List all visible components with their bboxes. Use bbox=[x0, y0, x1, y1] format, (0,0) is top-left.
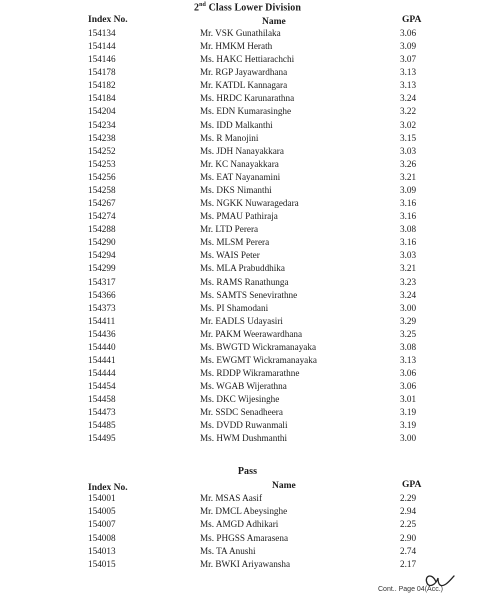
name-cell: Ms. WAIS Peter bbox=[200, 250, 260, 261]
index-cell: 154178 bbox=[88, 67, 116, 78]
index-cell: 154252 bbox=[88, 145, 116, 156]
table-row bbox=[0, 419, 495, 432]
gpa-cell: 3.06 bbox=[400, 368, 417, 379]
gpa-cell: 3.09 bbox=[400, 41, 417, 52]
name-cell: Mr. MSAS Aasif bbox=[200, 493, 263, 503]
name-cell: Ms. HWM Dushmanthi bbox=[200, 433, 288, 444]
gpa-cell: 3.07 bbox=[400, 54, 417, 65]
index-cell: 154005 bbox=[88, 506, 116, 517]
index-cell: 154253 bbox=[88, 158, 116, 169]
gpa-cell: 3.08 bbox=[400, 224, 417, 235]
gpa-cell: 3.00 bbox=[400, 302, 417, 313]
name-cell: Mr. KATDL Kannagara bbox=[200, 80, 288, 91]
table-row bbox=[0, 406, 495, 419]
name-cell: Ms. NGKK Nuwaragedara bbox=[200, 198, 299, 209]
table-row bbox=[0, 289, 495, 302]
gpa-cell: 3.03 bbox=[400, 145, 417, 156]
gpa-cell: 3.25 bbox=[400, 328, 417, 339]
index-cell: 154267 bbox=[88, 198, 116, 209]
gpa-cell: 3.21 bbox=[400, 171, 417, 182]
name-cell: Ms. EAT Nayanamini bbox=[200, 171, 281, 182]
index-cell: 154256 bbox=[88, 171, 116, 182]
index-cell: 154290 bbox=[88, 237, 116, 248]
name-cell: Mr. HMKM Herath bbox=[200, 41, 273, 52]
index-cell: 154238 bbox=[88, 132, 116, 143]
index-cell: 154440 bbox=[88, 341, 116, 352]
name-cell: Ms. HAKC Hettiarachchi bbox=[200, 54, 295, 65]
name-cell: Ms. PMAU Pathiraja bbox=[200, 211, 278, 222]
table-row bbox=[0, 354, 495, 367]
index-cell: 154485 bbox=[88, 420, 116, 431]
name-cell: Ms. AMGD Adhikari bbox=[200, 519, 279, 530]
gpa-cell: 3.06 bbox=[400, 28, 417, 38]
name-cell: Mr. LTD Perera bbox=[200, 224, 259, 235]
index-cell: 154366 bbox=[88, 289, 116, 300]
header-gpa-pass: GPA bbox=[402, 480, 422, 490]
name-cell: Ms. PI Shamodani bbox=[200, 302, 269, 313]
name-cell: Ms. SAMTS Senevirathne bbox=[200, 289, 298, 300]
index-cell: 154294 bbox=[88, 250, 116, 261]
name-cell: Ms. TA Anushi bbox=[200, 545, 256, 556]
header-name: Name bbox=[262, 17, 286, 27]
table-row bbox=[0, 92, 495, 105]
gpa-cell: 3.13 bbox=[400, 67, 417, 78]
table-row bbox=[0, 328, 495, 341]
index-cell: 154008 bbox=[88, 532, 116, 543]
index-cell: 154444 bbox=[88, 368, 116, 379]
gpa-cell: 3.19 bbox=[400, 407, 417, 418]
index-cell: 154015 bbox=[88, 559, 116, 569]
gpa-cell: 3.19 bbox=[400, 420, 417, 431]
index-cell: 154411 bbox=[88, 315, 116, 326]
table-row bbox=[0, 105, 495, 118]
table-row bbox=[0, 545, 495, 558]
gpa-cell: 3.03 bbox=[400, 250, 417, 261]
gpa-cell: 3.16 bbox=[400, 198, 417, 209]
name-cell: Ms. BWGTD Wickramanayaka bbox=[200, 341, 317, 352]
gpa-cell: 3.01 bbox=[400, 394, 417, 405]
table-row bbox=[0, 315, 495, 328]
index-cell: 154013 bbox=[88, 545, 116, 556]
index-cell: 154146 bbox=[88, 54, 116, 65]
gpa-cell: 3.09 bbox=[400, 184, 417, 195]
gpa-cell: 3.16 bbox=[400, 211, 417, 222]
header-gpa: GPA bbox=[402, 15, 422, 25]
index-cell: 154144 bbox=[88, 41, 116, 52]
table-row bbox=[0, 132, 495, 145]
table-row bbox=[0, 79, 495, 92]
name-cell: Ms. DKS Nimanthi bbox=[200, 184, 272, 195]
index-cell: 154436 bbox=[88, 328, 116, 339]
name-cell: Ms. WGAB Wijerathna bbox=[200, 381, 287, 392]
header-name-pass: Name bbox=[272, 481, 296, 491]
header-index-no: Index No. bbox=[88, 15, 128, 25]
name-cell: Mr. BWKI Ariyawansha bbox=[200, 559, 291, 569]
name-cell: Ms. JDH Nanayakkara bbox=[200, 145, 284, 156]
gpa-cell: 3.15 bbox=[400, 132, 417, 143]
index-cell: 154473 bbox=[88, 407, 116, 418]
index-cell: 154134 bbox=[88, 28, 116, 38]
index-cell: 154182 bbox=[88, 80, 116, 91]
name-cell: Ms. PHGSS Amarasena bbox=[200, 532, 289, 543]
name-cell: Ms. HRDC Karunarathna bbox=[200, 93, 295, 104]
index-cell: 154204 bbox=[88, 106, 116, 117]
name-cell: Ms. IDD Malkanthi bbox=[200, 119, 273, 130]
table-row bbox=[0, 367, 495, 380]
table-row bbox=[0, 145, 495, 158]
table-row bbox=[0, 171, 495, 184]
gpa-cell: 3.13 bbox=[400, 355, 417, 365]
table-row bbox=[0, 158, 495, 171]
table-row bbox=[0, 119, 495, 132]
gpa-cell: 3.29 bbox=[400, 315, 417, 326]
table-row bbox=[0, 197, 495, 210]
gpa-cell: 3.16 bbox=[400, 237, 417, 248]
gpa-cell: 3.21 bbox=[400, 263, 417, 274]
name-cell: Ms. MLSM Perera bbox=[200, 237, 270, 248]
index-cell: 154454 bbox=[88, 381, 116, 392]
page-footer-note: Cont.. Page 04(Acc.) bbox=[378, 586, 443, 593]
gpa-cell: 2.25 bbox=[400, 519, 417, 530]
index-cell: 154299 bbox=[88, 263, 116, 274]
section-title-lower-division: 2nd Class Lower Division bbox=[194, 2, 301, 14]
table-row bbox=[0, 249, 495, 262]
table-row bbox=[0, 66, 495, 79]
table-row bbox=[0, 236, 495, 249]
table-row bbox=[0, 393, 495, 406]
index-cell: 154441 bbox=[88, 355, 116, 365]
name-cell: Mr. VSK Gunathilaka bbox=[200, 28, 281, 38]
gpa-cell: 3.13 bbox=[400, 80, 417, 91]
index-cell: 154184 bbox=[88, 93, 116, 104]
name-cell: Ms. RDDP Wikramarathne bbox=[200, 368, 300, 379]
name-cell: Mr. DMCL Abeysinghe bbox=[200, 506, 288, 517]
table-row bbox=[0, 492, 495, 505]
index-cell: 154373 bbox=[88, 302, 116, 313]
table-row bbox=[0, 380, 495, 393]
gpa-cell: 3.00 bbox=[400, 433, 417, 444]
index-cell: 154274 bbox=[88, 211, 116, 222]
table-row bbox=[0, 432, 495, 445]
gpa-cell: 3.02 bbox=[400, 119, 417, 130]
table-row bbox=[0, 210, 495, 223]
gpa-cell: 2.17 bbox=[400, 559, 417, 569]
table-row bbox=[0, 532, 495, 545]
gpa-cell: 2.94 bbox=[400, 506, 417, 517]
name-cell: Ms. EDN Kumarasinghe bbox=[200, 106, 292, 117]
table-row bbox=[0, 40, 495, 53]
gpa-cell: 3.06 bbox=[400, 381, 417, 392]
name-cell: Ms. EWGMT Wickramanayaka bbox=[200, 355, 317, 365]
table-row bbox=[0, 27, 495, 40]
table-row bbox=[0, 518, 495, 531]
table-row bbox=[0, 505, 495, 518]
name-cell: Mr. PAKM Weerawardhana bbox=[200, 328, 303, 339]
name-cell: Ms. R Manojini bbox=[200, 132, 259, 143]
table-row bbox=[0, 341, 495, 354]
name-cell: Mr. SSDC Senadheera bbox=[200, 407, 283, 418]
gpa-cell: 2.90 bbox=[400, 532, 417, 543]
gpa-cell: 3.08 bbox=[400, 341, 417, 352]
name-cell: Ms. DKC Wijesinghe bbox=[200, 394, 280, 405]
index-cell: 154288 bbox=[88, 224, 116, 235]
table-row bbox=[0, 302, 495, 315]
gpa-cell: 3.23 bbox=[400, 276, 417, 287]
name-cell: Ms. MLA Prabuddhika bbox=[200, 263, 285, 274]
index-cell: 154001 bbox=[88, 493, 116, 503]
gpa-cell: 3.22 bbox=[400, 106, 417, 117]
name-cell: Ms. RAMS Ranathunga bbox=[200, 276, 289, 287]
name-cell: Mr. KC Nanayakkara bbox=[200, 158, 279, 169]
gpa-cell: 3.24 bbox=[400, 93, 417, 104]
index-cell: 154234 bbox=[88, 119, 116, 130]
name-cell: Mr. RGP Jayawardhana bbox=[200, 67, 288, 78]
name-cell: Mr. EADLS Udayasiri bbox=[200, 315, 283, 326]
name-cell: Ms. DVDD Ruwanmali bbox=[200, 420, 288, 431]
index-cell: 154458 bbox=[88, 394, 116, 405]
index-cell: 154317 bbox=[88, 276, 116, 287]
gpa-cell: 2.74 bbox=[400, 545, 417, 556]
index-cell: 154258 bbox=[88, 184, 116, 195]
table-row bbox=[0, 276, 495, 289]
table-row bbox=[0, 223, 495, 236]
table-row bbox=[0, 262, 495, 275]
index-cell: 154007 bbox=[88, 519, 116, 530]
gpa-cell: 3.24 bbox=[400, 289, 417, 300]
index-cell: 154495 bbox=[88, 433, 116, 444]
table-row bbox=[0, 53, 495, 66]
header-index-no-pass: Index No. bbox=[88, 483, 128, 493]
table-row bbox=[0, 558, 495, 571]
table-row bbox=[0, 184, 495, 197]
gpa-cell: 3.26 bbox=[400, 158, 417, 169]
gpa-cell: 2.29 bbox=[400, 493, 417, 503]
section-title-pass: Pass bbox=[237, 466, 258, 477]
